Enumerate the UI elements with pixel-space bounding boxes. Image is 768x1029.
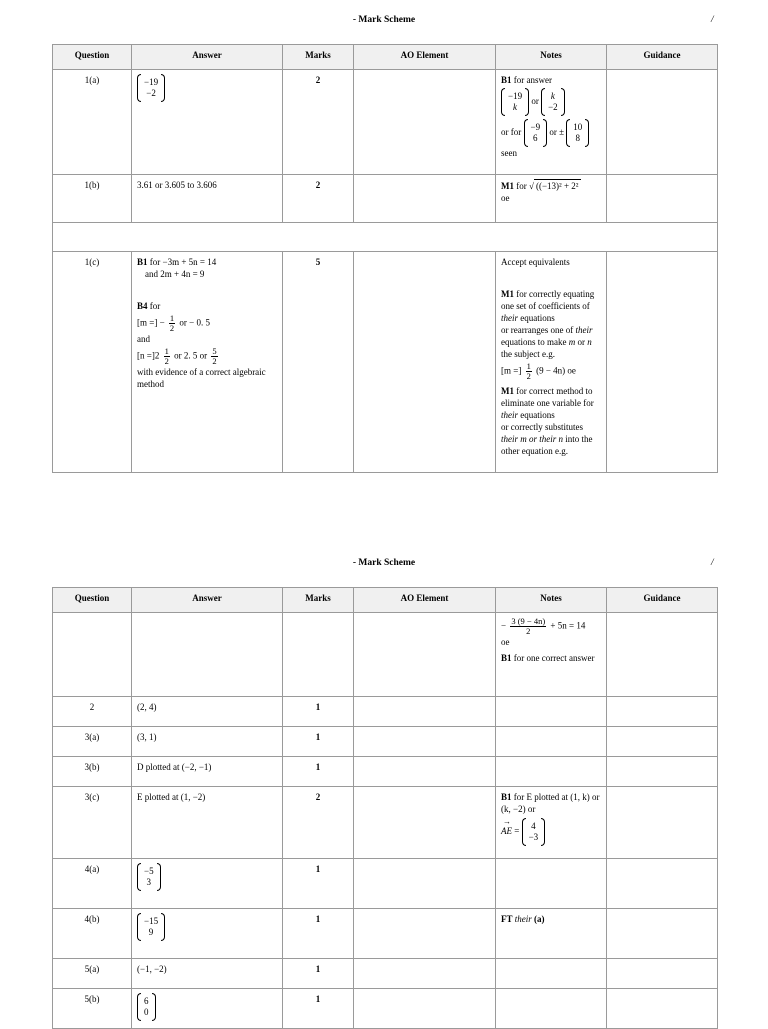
answer-cell: 3.61 or 3.605 to 3.606 (132, 175, 283, 223)
question-cell: 2 (53, 697, 132, 727)
question-cell: 4(a) (53, 859, 132, 909)
question-cell: 3(a) (53, 727, 132, 757)
page-title: - Mark Scheme (352, 15, 416, 25)
table-row (53, 697, 718, 727)
marks-cell: 2 (283, 787, 354, 859)
col-notes: Notes (496, 588, 607, 613)
marks-cell: 2 (283, 175, 354, 223)
col-ao-element: AO Element (354, 588, 496, 613)
page-slash: / (711, 15, 714, 25)
answer-cell: B1 for −3m + 5n = 14 and 2m + 4n = 9 B4 for [m =] − $\frac{1}{2}$ or − 0. 5 and [n =]2 $\frac{1}{2}$ or 2. 5 or $\frac{5}{2}$ with evidence of a correct algebraic method (132, 252, 283, 473)
notes-cell: B1 for answer −19 k or k −2 or for −9 6 or ± 10 8 seen (496, 70, 607, 175)
marks-cell: 5 (283, 252, 354, 473)
page-header-1 (0, 15, 768, 29)
table-row (53, 859, 718, 909)
answer-cell: D plotted at (−2, −1) (132, 757, 283, 787)
question-cell: 1(b) (53, 175, 132, 223)
table-row (53, 787, 718, 859)
guidance-cell (607, 175, 718, 223)
guidance-cell (607, 70, 718, 175)
table-header-row (53, 45, 718, 70)
answer-vector: −19 −2 (137, 74, 165, 102)
page-header-2 (0, 558, 768, 572)
table-row (53, 909, 718, 959)
col-ao-element: AO Element (354, 45, 496, 70)
col-question: Question (53, 588, 132, 613)
question-cell: 5(b) (53, 989, 132, 1029)
answer-cell (132, 70, 283, 175)
marks-cell: 1 (283, 859, 354, 909)
answer-cell: −5 3 (132, 859, 283, 909)
answer-cell: 6 0 (132, 989, 283, 1029)
question-cell: 1(a) (53, 70, 132, 175)
mark-scheme-table-2 (52, 587, 718, 1029)
page-title: - Mark Scheme (352, 558, 416, 568)
ao-cell (354, 175, 496, 223)
notes-cell: M1 for √ ((−13)² + 2² oe (496, 175, 607, 223)
table-row (53, 757, 718, 787)
col-marks: Marks (283, 588, 354, 613)
marks-cell: 1 (283, 727, 354, 757)
answer-cell: (−1, −2) (132, 959, 283, 989)
col-answer: Answer (132, 588, 283, 613)
page-slash: / (711, 558, 714, 568)
question-cell: 3(c) (53, 787, 132, 859)
answer-cell: (2, 4) (132, 697, 283, 727)
table-row (53, 252, 718, 473)
col-notes: Notes (496, 45, 607, 70)
notes-cell: FT their (a) (496, 909, 607, 959)
table-row (53, 613, 718, 697)
marks-cell: 2 (283, 70, 354, 175)
col-question: Question (53, 45, 132, 70)
question-cell: 5(a) (53, 959, 132, 989)
notes-cell: − $\frac{3 (9 - 4n)}{2}$ + 5n = 14 oe B1 for one correct answer (496, 613, 607, 697)
notes-cell: Accept equivalents M1 for correctly equating one set of coefficients of their equations or rearranges one of their equations to make m or n the subject e.g. [m =] $\frac{1}{2}$ (9 − 4n) oe M1 for correct method to eliminate one variable for their equations or correctly substitutes their m or their n into the other equation e.g. (496, 252, 607, 473)
table-row (53, 175, 718, 223)
table-row (53, 989, 718, 1029)
question-cell: 1(c) (53, 252, 132, 473)
col-answer: Answer (132, 45, 283, 70)
question-cell: 3(b) (53, 757, 132, 787)
ao-cell (354, 70, 496, 175)
col-guidance: Guidance (607, 588, 718, 613)
table-header-row (53, 588, 718, 613)
answer-cell: (3, 1) (132, 727, 283, 757)
marks-cell: 1 (283, 757, 354, 787)
marks-cell: 1 (283, 989, 354, 1029)
table-row (53, 727, 718, 757)
answer-cell: −15 9 (132, 909, 283, 959)
notes-cell: B1 for E plotted at (1, k) or (k, −2) or → AE = 4 −3 (496, 787, 607, 859)
mark-scheme-table-1 (52, 44, 718, 473)
marks-cell: 1 (283, 909, 354, 959)
question-cell: 4(b) (53, 909, 132, 959)
table-row (53, 70, 718, 175)
answer-cell: E plotted at (1, −2) (132, 787, 283, 859)
col-guidance: Guidance (607, 45, 718, 70)
marks-cell: 1 (283, 959, 354, 989)
marks-cell: 1 (283, 697, 354, 727)
ao-cell (354, 252, 496, 473)
table-row (53, 959, 718, 989)
separator-row (53, 223, 718, 252)
col-marks: Marks (283, 45, 354, 70)
guidance-cell (607, 252, 718, 473)
